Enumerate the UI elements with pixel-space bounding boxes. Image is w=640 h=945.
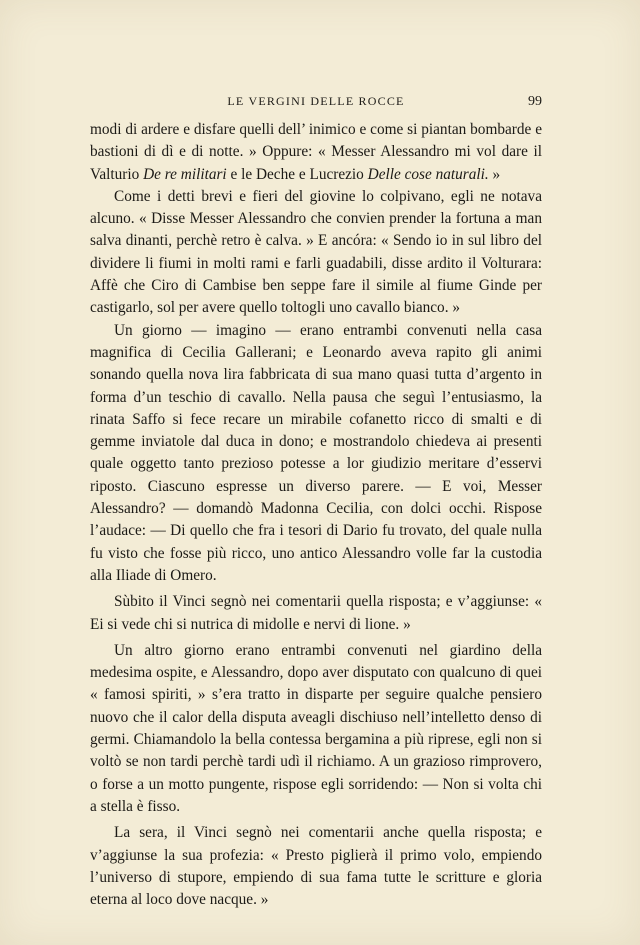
text-run: modi di ardere e disfare quelli dell’ inimico e come si piantan bombarde e bastioni di dì e di notte. » Oppure: « Messer Alessandro mi vol dare il Valturio	[90, 121, 542, 183]
book-title-italic: Delle cose naturali.	[367, 165, 489, 183]
running-header	[90, 94, 542, 112]
running-title: LE VERGINI DELLE ROCCE	[227, 94, 405, 108]
paragraph: Come i detti brevi e fieri del giovine lo colpivano, egli ne notava alcuno. « Disse Messer Alessandro che convien prender la fortuna a man salva dinanti, perchè retro è calva. » E ancóra: « Sendo io in sul libro del dividere li fiumi in molti rami e farli guadabili, disse ardito il Volturara: Affè che Ciro di Cambise ben seppe fare il simile al fiume Ginde per castigarlo, sol per avere quello toltogli uno cavallo bianco. »	[90, 187, 542, 317]
text-run: e le Deche e Lucrezio	[226, 165, 368, 183]
paragraph-continued	[90, 119, 542, 186]
paragraph: Un altro giorno erano entrambi convenuti nel giardino della medesima ospite, e Alessandro, dopo aver disputato con qualcuno di quei « famosi spiriti, » s’era tratto in disparte per seguire qualche pensiero nuovo che il calor della disputa aveagli dischiuso nell’intelletto denso di germi. Chiamandolo la bella contessa bergamina a più riprese, egli non si voltò se non tardi perchè tardi udì il richiamo. A un grazioso rimprovero, o forse a un motto pungente, rispose egli sorridendo: — Non si volta chi a stella è fisso.	[90, 641, 542, 815]
paragraph: Sùbito il Vinci segnò nei comentarii quella risposta; e v’aggiunse: « Ei si vede chi si nutrica di midolle e nervi di lione. »	[90, 593, 542, 633]
book-title-italic: De re militari	[143, 165, 227, 183]
paragraph: La sera, il Vinci segnò nei comentarii anche quella risposta; e v’aggiunse la sua profezia: « Presto piglierà il primo volo, empiendo l’universo di stupore, empiendo di sua fama tutte le scritture e gloria eterna al loco dove nacque. »	[90, 824, 542, 909]
body-text	[90, 119, 542, 911]
text-run: »	[488, 165, 501, 183]
paragraph: Un giorno — imagino — erano entrambi convenuti nella casa magnifica di Cecilia Gallerani; e Leonardo aveva rapito gli animi sonando quella nova lira fabbricata di sua mano quasi tutta d’argento in forma d’un teschio di cavallo. Nella pausa che seguì l’entusiasmo, la rinata Saffo si fece recare un mirabile cofanetto ricco di smalti e di gemme inviatole dal duca in dono; e mostrandolo chiedeva ai presenti quale oggetto tanto prezioso potesse a lor giudizio meritare d’esservi riposto. Ciascuno espresse un diverso parere. — E voi, Messer Alessandro? — domandò Madonna Cecilia, con dolci occhi. Rispose l’audace: — Di quello che fra i tesori di Dario fu trovato, del quale nulla fu visto che fosse più ricco, uno antico Alessandro volle far la custodia alla Iliade di Omero.	[90, 321, 542, 584]
page-number: 99	[528, 94, 542, 109]
